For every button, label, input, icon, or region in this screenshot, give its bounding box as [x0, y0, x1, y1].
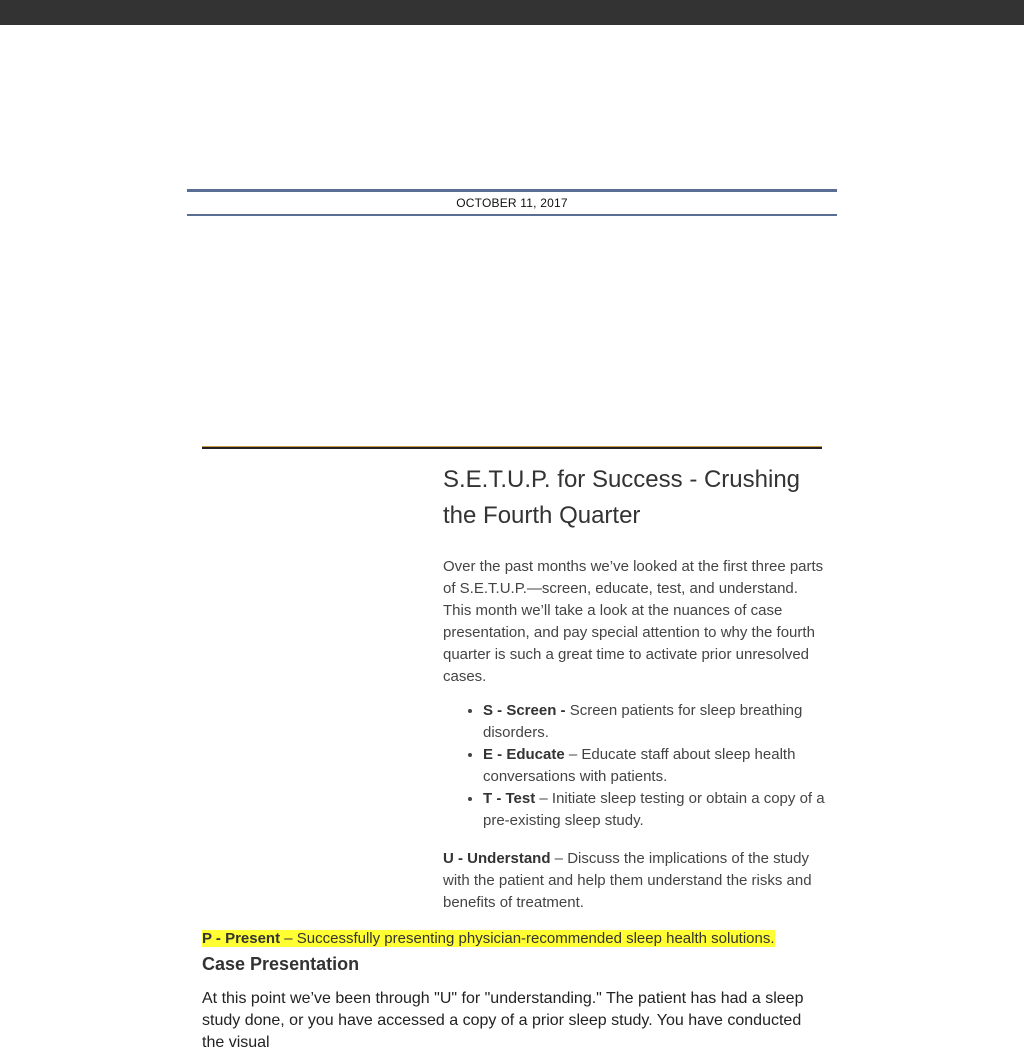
list-text: Screen patients for sleep breathing disorders. — [483, 702, 803, 741]
intro-paragraph: Over the past months we’ve looked at the first three parts of S.E.T.U.P.—screen, educate, test, and understand. This month we’ll take a look at the nuances of case presentation, and pay special attention to why the fourth quarter is such a great time to activate prior unresolved cases. — [443, 558, 824, 685]
list-item — [483, 700, 825, 744]
present-paragraph — [202, 928, 824, 949]
present-term: P - Present — [202, 930, 281, 947]
section-divider — [202, 446, 822, 449]
list-term: S - Screen - — [483, 702, 566, 719]
section-heading: Case Presentation — [202, 954, 360, 974]
wide-column — [202, 928, 824, 1054]
list-term: E - Educate — [483, 746, 565, 763]
list-item — [483, 788, 825, 832]
top-bar — [0, 0, 1024, 25]
understand-paragraph — [443, 848, 825, 914]
date-band — [187, 189, 837, 216]
article-title: S.E.T.U.P. for Success - Crushing the Fourth Quarter — [443, 466, 801, 529]
list-item — [483, 744, 825, 788]
list-text: – Initiate sleep testing or obtain a copy of a pre-existing sleep study. — [483, 790, 825, 829]
setup-list — [443, 700, 825, 832]
understand-text: – Discuss the implications of the study with the patient and help them understand the risks and benefits of treatment. — [443, 850, 812, 911]
list-text: – Educate staff about sleep health conversations with patients. — [483, 746, 796, 785]
present-text: – Successfully presenting physician-recommended sleep health solutions. — [280, 930, 775, 947]
article-column — [443, 462, 825, 914]
publish-date: OCTOBER 11, 2017 — [456, 196, 568, 210]
present-highlight — [202, 930, 775, 947]
understand-term: U - Understand — [443, 850, 551, 867]
section-body: At this point we’ve been through "U" for "understanding." The patient has had a sleep study done, or you have accessed a copy of a prior sleep study. You have conducted the visual — [202, 990, 804, 1051]
list-term: T - Test — [483, 790, 536, 807]
